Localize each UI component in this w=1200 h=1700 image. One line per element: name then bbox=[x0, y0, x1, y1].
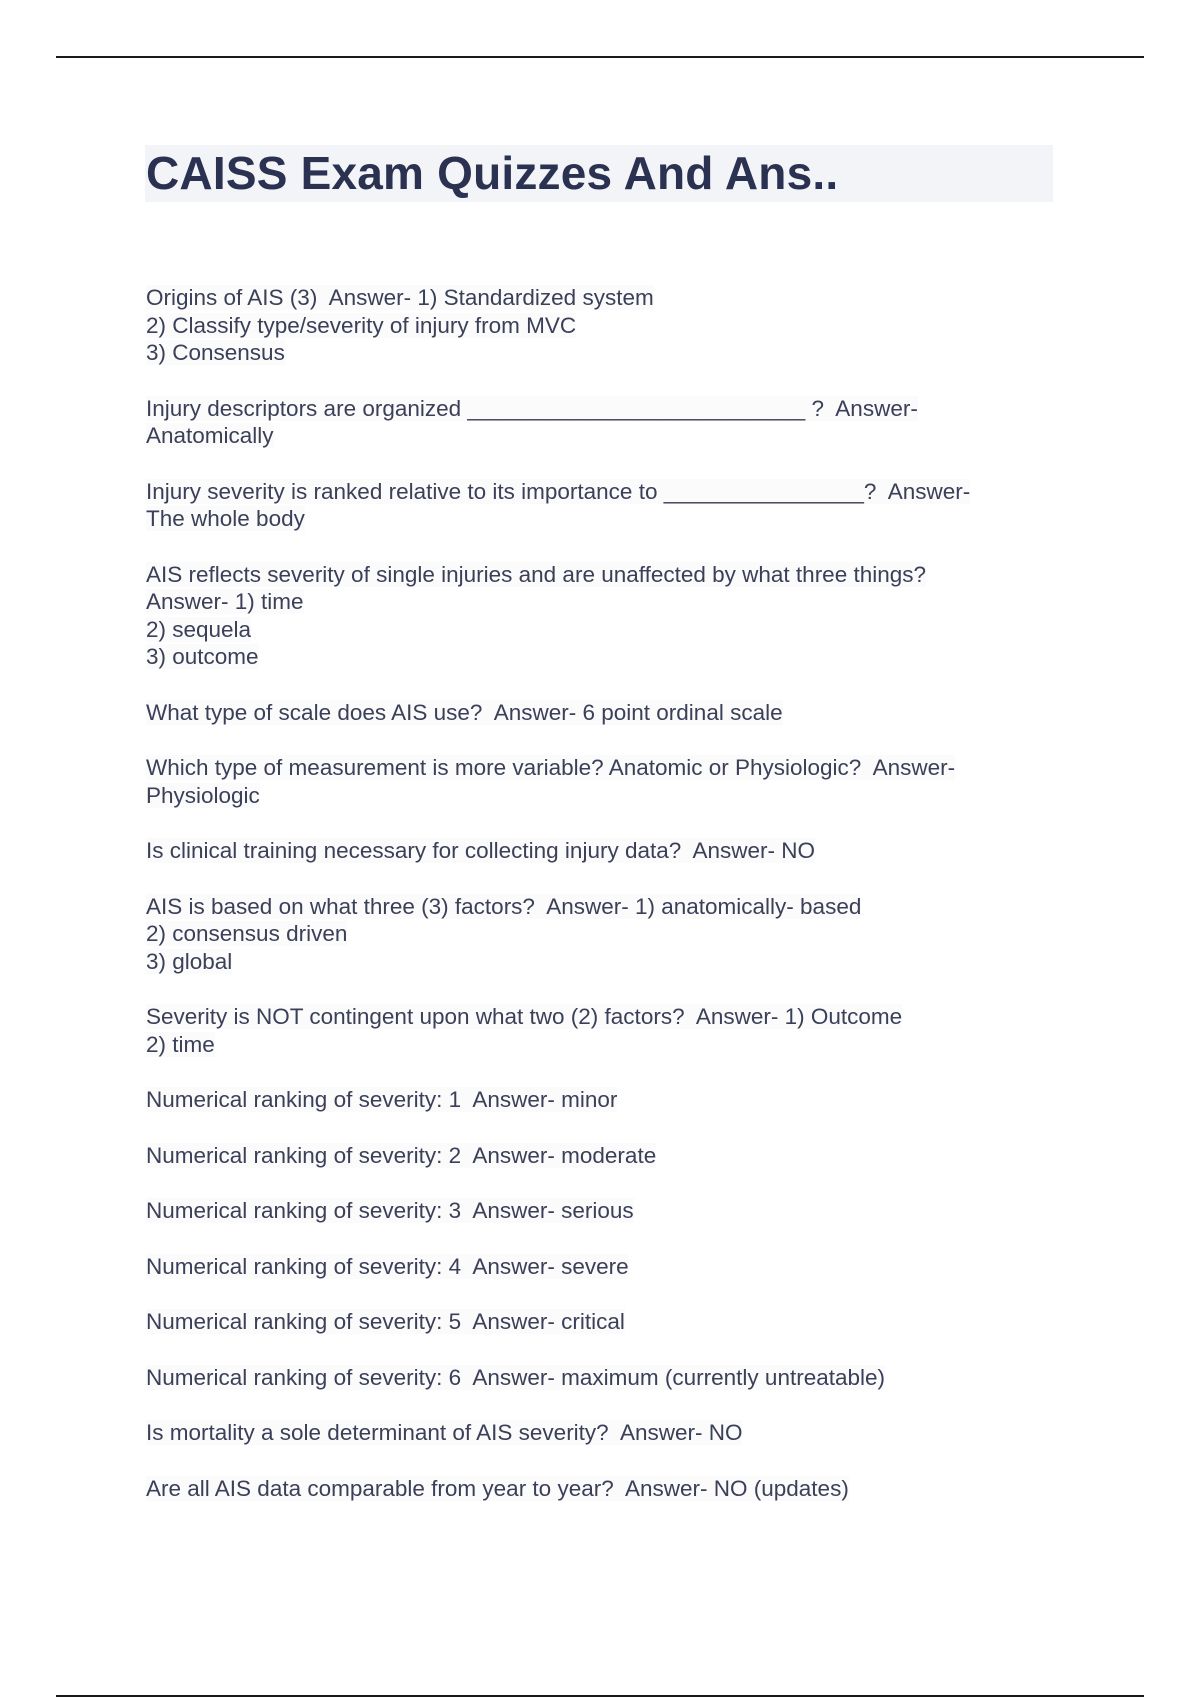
qa-line bbox=[146, 561, 1046, 589]
qa-line bbox=[146, 616, 1046, 644]
qa-item bbox=[146, 1419, 1046, 1447]
qa-line bbox=[146, 1031, 1046, 1059]
qa-line bbox=[146, 1197, 1046, 1225]
qa-line-text: Severity is NOT contingent upon what two (2) factors? Answer- 1) Outcome bbox=[146, 1004, 903, 1029]
qa-line bbox=[146, 284, 1046, 312]
qa-line bbox=[146, 1364, 1046, 1392]
qa-line-text: Answer- 1) time bbox=[146, 589, 304, 614]
qa-line bbox=[146, 643, 1046, 671]
qa-line-text: Numerical ranking of severity: 2 Answer- moderate bbox=[146, 1142, 657, 1168]
qa-line bbox=[146, 422, 1046, 450]
qa-line bbox=[146, 837, 1046, 865]
qa-line bbox=[146, 478, 1046, 506]
qa-line bbox=[146, 782, 1046, 810]
qa-line bbox=[146, 1253, 1046, 1281]
qa-line-text: Numerical ranking of severity: 6 Answer- maximum (currently untreatable) bbox=[146, 1364, 886, 1390]
qa-line-text: Is clinical training necessary for collecting injury data? Answer- NO bbox=[146, 838, 816, 863]
qa-line bbox=[146, 920, 1046, 948]
qa-item bbox=[146, 1197, 1046, 1225]
qa-line bbox=[146, 588, 1046, 616]
qa-item bbox=[146, 284, 1046, 367]
qa-item bbox=[146, 395, 1046, 450]
qa-line-text: Which type of measurement is more variable? Anatomic or Physiologic? Answer- bbox=[146, 755, 956, 780]
qa-line-text: What type of scale does AIS use? Answer- 6 point ordinal scale bbox=[146, 699, 783, 725]
qa-line bbox=[146, 893, 1046, 921]
qa-line bbox=[146, 1308, 1046, 1336]
qa-line-text: 2) sequela bbox=[146, 616, 252, 642]
qa-item bbox=[146, 1364, 1046, 1392]
qa-item bbox=[146, 478, 1046, 533]
qa-line bbox=[146, 339, 1046, 367]
qa-line bbox=[146, 1086, 1046, 1114]
qa-line-text: 3) Consensus bbox=[146, 340, 285, 365]
qa-line bbox=[146, 505, 1046, 533]
qa-line-text: Injury severity is ranked relative to its importance to ________________? Answer- bbox=[146, 478, 971, 504]
qa-item bbox=[146, 754, 1046, 809]
qa-line bbox=[146, 312, 1046, 340]
qa-line-text: Numerical ranking of severity: 1 Answer- minor bbox=[146, 1087, 618, 1112]
qa-line-text: Are all AIS data comparable from year to year? Answer- NO (updates) bbox=[146, 1475, 849, 1501]
qa-line-text: Injury descriptors are organized ___________________________ ? Answer- bbox=[146, 395, 918, 421]
top-divider bbox=[56, 56, 1144, 58]
qa-line bbox=[146, 1419, 1046, 1447]
qa-line-text: 2) Classify type/severity of injury from MVC bbox=[146, 312, 577, 338]
qa-item bbox=[146, 1003, 1046, 1058]
qa-item bbox=[146, 1253, 1046, 1281]
qa-line bbox=[146, 395, 1046, 423]
qa-line-text: Numerical ranking of severity: 3 Answer- serious bbox=[146, 1198, 634, 1223]
bottom-divider bbox=[56, 1695, 1144, 1697]
qa-item bbox=[146, 1308, 1046, 1336]
qa-line bbox=[146, 1475, 1046, 1503]
qa-item bbox=[146, 893, 1046, 976]
qa-line bbox=[146, 1003, 1046, 1031]
qa-line-text: 2) consensus driven bbox=[146, 921, 348, 946]
qa-line-text: Anatomically bbox=[146, 423, 274, 448]
qa-line-text: Numerical ranking of severity: 5 Answer- critical bbox=[146, 1309, 625, 1334]
qa-line-text: Is mortality a sole determinant of AIS severity? Answer- NO bbox=[146, 1420, 743, 1445]
qa-line-text: Physiologic bbox=[146, 782, 260, 808]
qa-item bbox=[146, 1086, 1046, 1114]
qa-list bbox=[146, 284, 1046, 1530]
qa-line-text: AIS reflects severity of single injuries and are unaffected by what three things? bbox=[146, 561, 927, 587]
qa-line-text: Origins of AIS (3) Answer- 1) Standardized system bbox=[146, 285, 654, 310]
qa-item bbox=[146, 837, 1046, 865]
qa-item bbox=[146, 1142, 1046, 1170]
qa-item bbox=[146, 1475, 1046, 1503]
qa-line bbox=[146, 948, 1046, 976]
qa-line-text: The whole body bbox=[146, 506, 305, 531]
qa-line bbox=[146, 1142, 1046, 1170]
qa-item bbox=[146, 699, 1046, 727]
qa-line-text: 3) global bbox=[146, 948, 233, 974]
qa-line-text: Numerical ranking of severity: 4 Answer- severe bbox=[146, 1253, 629, 1279]
qa-line bbox=[146, 754, 1046, 782]
qa-line bbox=[146, 699, 1046, 727]
qa-line-text: 2) time bbox=[146, 1031, 215, 1057]
page-title: CAISS Exam Quizzes And Ans.. bbox=[146, 147, 839, 199]
qa-line-text: 3) outcome bbox=[146, 644, 259, 669]
qa-item bbox=[146, 561, 1046, 671]
qa-line-text: AIS is based on what three (3) factors? Answer- 1) anatomically- based bbox=[146, 893, 862, 919]
